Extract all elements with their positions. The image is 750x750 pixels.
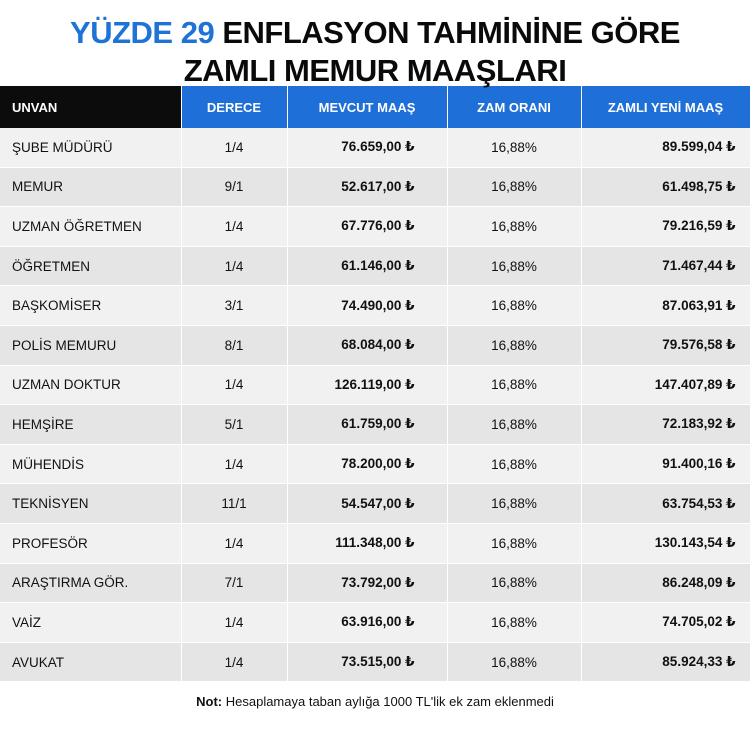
cell-derece: 1/4	[181, 603, 287, 643]
cell-derece: 9/1	[181, 167, 287, 207]
table-row	[0, 563, 750, 603]
cell-zam-orani: 16,88%	[447, 167, 581, 207]
cell-mevcut-maas: 78.200,00 ₺	[287, 444, 447, 484]
cell-zamli-yeni-maas: 61.498,75 ₺	[581, 167, 750, 207]
title-line-1	[0, 14, 750, 52]
table-row	[0, 128, 750, 167]
cell-mevcut-maas: 73.792,00 ₺	[287, 563, 447, 603]
footnote	[0, 682, 750, 709]
cell-unvan: ŞUBE MÜDÜRÜ	[0, 128, 181, 167]
cell-zam-orani: 16,88%	[447, 484, 581, 524]
cell-mevcut-maas: 68.084,00 ₺	[287, 325, 447, 365]
cell-zam-orani: 16,88%	[447, 603, 581, 643]
cell-unvan: UZMAN DOKTUR	[0, 365, 181, 405]
cell-zam-orani: 16,88%	[447, 563, 581, 603]
page-title	[0, 0, 750, 86]
cell-mevcut-maas: 67.776,00 ₺	[287, 207, 447, 247]
table-row	[0, 207, 750, 247]
cell-unvan: HEMŞİRE	[0, 405, 181, 445]
cell-zamli-yeni-maas: 72.183,92 ₺	[581, 405, 750, 445]
cell-derece: 5/1	[181, 405, 287, 445]
cell-derece: 1/4	[181, 365, 287, 405]
cell-unvan: MEMUR	[0, 167, 181, 207]
cell-zamli-yeni-maas: 63.754,53 ₺	[581, 484, 750, 524]
table-row	[0, 286, 750, 326]
cell-mevcut-maas: 74.490,00 ₺	[287, 286, 447, 326]
cell-derece: 1/4	[181, 128, 287, 167]
cell-mevcut-maas: 73.515,00 ₺	[287, 642, 447, 682]
cell-zam-orani: 16,88%	[447, 444, 581, 484]
footnote-label: Not:	[196, 694, 223, 710]
cell-mevcut-maas: 63.916,00 ₺	[287, 603, 447, 643]
title-line-2: ZAMLI MEMUR MAAŞLARI	[183, 53, 567, 88]
cell-unvan: TEKNİSYEN	[0, 484, 181, 524]
cell-zamli-yeni-maas: 79.216,59 ₺	[581, 207, 750, 247]
cell-derece: 1/4	[181, 523, 287, 563]
cell-derece: 11/1	[181, 484, 287, 524]
cell-unvan: VAİZ	[0, 603, 181, 643]
cell-unvan: POLİS MEMURU	[0, 325, 181, 365]
cell-zam-orani: 16,88%	[447, 523, 581, 563]
cell-derece: 1/4	[181, 246, 287, 286]
cell-zamli-yeni-maas: 79.576,58 ₺	[581, 325, 750, 365]
header-unvan: UNVAN	[0, 86, 181, 128]
table-row	[0, 365, 750, 405]
cell-unvan: MÜHENDİS	[0, 444, 181, 484]
table-body	[0, 128, 750, 682]
cell-zamli-yeni-maas: 85.924,33 ₺	[581, 642, 750, 682]
cell-zamli-yeni-maas: 86.248,09 ₺	[581, 563, 750, 603]
table-row	[0, 603, 750, 643]
cell-derece: 8/1	[181, 325, 287, 365]
cell-zam-orani: 16,88%	[447, 207, 581, 247]
cell-derece: 1/4	[181, 642, 287, 682]
cell-zam-orani: 16,88%	[447, 246, 581, 286]
cell-mevcut-maas: 61.146,00 ₺	[287, 246, 447, 286]
table-row	[0, 405, 750, 445]
cell-unvan: AVUKAT	[0, 642, 181, 682]
table-row	[0, 484, 750, 524]
table-header-row	[0, 86, 750, 128]
table-row	[0, 444, 750, 484]
cell-zam-orani: 16,88%	[447, 128, 581, 167]
cell-zamli-yeni-maas: 130.143,54 ₺	[581, 523, 750, 563]
cell-mevcut-maas: 76.659,00 ₺	[287, 128, 447, 167]
cell-zam-orani: 16,88%	[447, 405, 581, 445]
cell-zamli-yeni-maas: 147.407,89 ₺	[581, 365, 750, 405]
table-row	[0, 523, 750, 563]
header-zamli-yeni-maas: ZAMLI YENİ MAAŞ	[581, 86, 750, 128]
cell-unvan: UZMAN ÖĞRETMEN	[0, 207, 181, 247]
header-zam-orani: ZAM ORANI	[447, 86, 581, 128]
cell-zamli-yeni-maas: 74.705,02 ₺	[581, 603, 750, 643]
cell-zamli-yeni-maas: 91.400,16 ₺	[581, 444, 750, 484]
cell-mevcut-maas: 126.119,00 ₺	[287, 365, 447, 405]
cell-zam-orani: 16,88%	[447, 325, 581, 365]
table-row	[0, 167, 750, 207]
footnote-text: Hesaplamaya taban aylığa 1000 TL'lik ek zam eklenmedi	[225, 694, 554, 710]
cell-mevcut-maas: 52.617,00 ₺	[287, 167, 447, 207]
cell-mevcut-maas: 111.348,00 ₺	[287, 523, 447, 563]
table-row	[0, 246, 750, 286]
cell-derece: 3/1	[181, 286, 287, 326]
salary-table	[0, 86, 750, 682]
title-accent: YÜZDE 29	[70, 15, 215, 50]
cell-derece: 1/4	[181, 207, 287, 247]
cell-unvan: BAŞKOMİSER	[0, 286, 181, 326]
cell-derece: 1/4	[181, 444, 287, 484]
header-derece: DERECE	[181, 86, 287, 128]
cell-unvan: ÖĞRETMEN	[0, 246, 181, 286]
header-mevcut-maas: MEVCUT MAAŞ	[287, 86, 447, 128]
cell-unvan: PROFESÖR	[0, 523, 181, 563]
cell-zamli-yeni-maas: 89.599,04 ₺	[581, 128, 750, 167]
cell-mevcut-maas: 61.759,00 ₺	[287, 405, 447, 445]
cell-unvan: ARAŞTIRMA GÖR.	[0, 563, 181, 603]
table-row	[0, 642, 750, 682]
cell-zamli-yeni-maas: 71.467,44 ₺	[581, 246, 750, 286]
cell-zam-orani: 16,88%	[447, 642, 581, 682]
cell-mevcut-maas: 54.547,00 ₺	[287, 484, 447, 524]
cell-zamli-yeni-maas: 87.063,91 ₺	[581, 286, 750, 326]
cell-zam-orani: 16,88%	[447, 365, 581, 405]
cell-derece: 7/1	[181, 563, 287, 603]
title-line-1-rest: ENFLASYON TAHMİNİNE GÖRE	[222, 15, 680, 50]
table-row	[0, 325, 750, 365]
cell-zam-orani: 16,88%	[447, 286, 581, 326]
